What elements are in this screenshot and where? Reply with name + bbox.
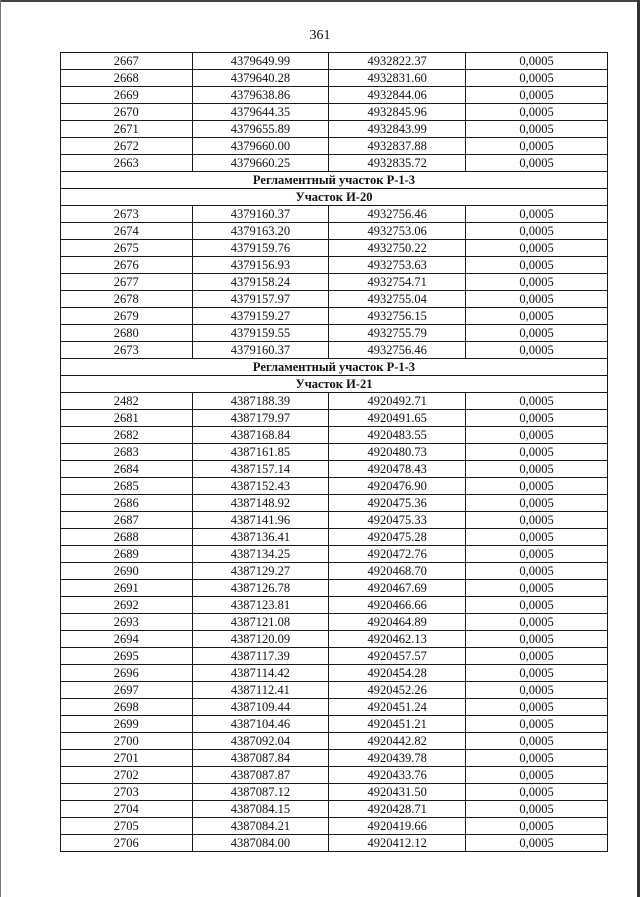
point-number-cell: 2672	[61, 138, 193, 155]
section-heading: Регламентный участок Р-1-3	[61, 172, 608, 189]
point-number-cell: 2670	[61, 104, 193, 121]
x-coordinate-cell: 4387121.08	[192, 614, 329, 631]
point-number-cell: 2697	[61, 682, 193, 699]
table-row	[61, 155, 608, 172]
y-coordinate-cell: 4920419.66	[329, 818, 466, 835]
point-number-cell: 2698	[61, 699, 193, 716]
point-number-cell: 2673	[61, 206, 193, 223]
y-coordinate-cell: 4932843.99	[329, 121, 466, 138]
table-row	[61, 70, 608, 87]
table-row	[61, 614, 608, 631]
area-cell: 0,0005	[466, 155, 608, 172]
point-number-cell: 2704	[61, 801, 193, 818]
y-coordinate-cell: 4920457.57	[329, 648, 466, 665]
y-coordinate-cell: 4920454.28	[329, 665, 466, 682]
x-coordinate-cell: 4379640.28	[192, 70, 329, 87]
y-coordinate-cell: 4920475.33	[329, 512, 466, 529]
table-row	[61, 733, 608, 750]
x-coordinate-cell: 4379160.37	[192, 342, 329, 359]
table-row	[61, 529, 608, 546]
y-coordinate-cell: 4920466.66	[329, 597, 466, 614]
table-row	[61, 121, 608, 138]
x-coordinate-cell: 4387084.15	[192, 801, 329, 818]
section-heading-row	[61, 172, 608, 189]
x-coordinate-cell: 4387112.41	[192, 682, 329, 699]
y-coordinate-cell: 4932831.60	[329, 70, 466, 87]
area-cell: 0,0005	[466, 257, 608, 274]
y-coordinate-cell: 4920475.36	[329, 495, 466, 512]
area-cell: 0,0005	[466, 512, 608, 529]
table-row	[61, 546, 608, 563]
point-number-cell: 2700	[61, 733, 193, 750]
x-coordinate-cell: 4387114.42	[192, 665, 329, 682]
table-row	[61, 444, 608, 461]
point-number-cell: 2706	[61, 835, 193, 852]
point-number-cell: 2667	[61, 53, 193, 70]
area-cell: 0,0005	[466, 767, 608, 784]
area-cell: 0,0005	[466, 393, 608, 410]
y-coordinate-cell: 4932753.06	[329, 223, 466, 240]
x-coordinate-cell: 4387134.25	[192, 546, 329, 563]
point-number-cell: 2680	[61, 325, 193, 342]
x-coordinate-cell: 4387087.87	[192, 767, 329, 784]
point-number-cell: 2702	[61, 767, 193, 784]
x-coordinate-cell: 4387136.41	[192, 529, 329, 546]
table-row	[61, 138, 608, 155]
point-number-cell: 2674	[61, 223, 193, 240]
scan-border-left	[0, 0, 1, 897]
x-coordinate-cell: 4387152.43	[192, 478, 329, 495]
table-row	[61, 512, 608, 529]
x-coordinate-cell: 4387084.00	[192, 835, 329, 852]
point-number-cell: 2686	[61, 495, 193, 512]
y-coordinate-cell: 4932844.06	[329, 87, 466, 104]
y-coordinate-cell: 4920475.28	[329, 529, 466, 546]
table-row	[61, 87, 608, 104]
area-cell: 0,0005	[466, 546, 608, 563]
y-coordinate-cell: 4932755.04	[329, 291, 466, 308]
point-number-cell: 2671	[61, 121, 193, 138]
table-row	[61, 563, 608, 580]
x-coordinate-cell: 4387104.46	[192, 716, 329, 733]
x-coordinate-cell: 4379156.93	[192, 257, 329, 274]
area-cell: 0,0005	[466, 87, 608, 104]
point-number-cell: 2690	[61, 563, 193, 580]
table-row	[61, 495, 608, 512]
table-row	[61, 257, 608, 274]
y-coordinate-cell: 4920452.26	[329, 682, 466, 699]
table-row	[61, 835, 608, 852]
y-coordinate-cell: 4920480.73	[329, 444, 466, 461]
x-coordinate-cell: 4387161.85	[192, 444, 329, 461]
table-row	[61, 767, 608, 784]
y-coordinate-cell: 4920476.90	[329, 478, 466, 495]
x-coordinate-cell: 4387179.97	[192, 410, 329, 427]
area-cell: 0,0005	[466, 342, 608, 359]
area-cell: 0,0005	[466, 444, 608, 461]
plot-heading-row	[61, 376, 608, 393]
y-coordinate-cell: 4920492.71	[329, 393, 466, 410]
area-cell: 0,0005	[466, 614, 608, 631]
point-number-cell: 2694	[61, 631, 193, 648]
y-coordinate-cell: 4920433.76	[329, 767, 466, 784]
table-row	[61, 53, 608, 70]
x-coordinate-cell: 4379159.76	[192, 240, 329, 257]
x-coordinate-cell: 4379660.25	[192, 155, 329, 172]
point-number-cell: 2691	[61, 580, 193, 597]
point-number-cell: 2695	[61, 648, 193, 665]
point-number-cell: 2687	[61, 512, 193, 529]
area-cell: 0,0005	[466, 563, 608, 580]
area-cell: 0,0005	[466, 138, 608, 155]
point-number-cell: 2677	[61, 274, 193, 291]
area-cell: 0,0005	[466, 631, 608, 648]
table-row	[61, 274, 608, 291]
table-row	[61, 342, 608, 359]
table-row	[61, 308, 608, 325]
table-row	[61, 699, 608, 716]
x-coordinate-cell: 4387087.84	[192, 750, 329, 767]
y-coordinate-cell: 4932753.63	[329, 257, 466, 274]
x-coordinate-cell: 4387141.96	[192, 512, 329, 529]
area-cell: 0,0005	[466, 784, 608, 801]
y-coordinate-cell: 4932750.22	[329, 240, 466, 257]
x-coordinate-cell: 4379644.35	[192, 104, 329, 121]
y-coordinate-cell: 4920491.65	[329, 410, 466, 427]
area-cell: 0,0005	[466, 580, 608, 597]
table-row	[61, 818, 608, 835]
table-row	[61, 325, 608, 342]
point-number-cell: 2482	[61, 393, 193, 410]
area-cell: 0,0005	[466, 801, 608, 818]
area-cell: 0,0005	[466, 682, 608, 699]
point-number-cell: 2685	[61, 478, 193, 495]
area-cell: 0,0005	[466, 733, 608, 750]
y-coordinate-cell: 4932822.37	[329, 53, 466, 70]
area-cell: 0,0005	[466, 529, 608, 546]
table-row	[61, 104, 608, 121]
y-coordinate-cell: 4920428.71	[329, 801, 466, 818]
area-cell: 0,0005	[466, 648, 608, 665]
table-row	[61, 631, 608, 648]
point-number-cell: 2675	[61, 240, 193, 257]
page-number: 361	[309, 28, 331, 43]
table-row	[61, 682, 608, 699]
y-coordinate-cell: 4932755.79	[329, 325, 466, 342]
area-cell: 0,0005	[466, 461, 608, 478]
y-coordinate-cell: 4920442.82	[329, 733, 466, 750]
y-coordinate-cell: 4920472.76	[329, 546, 466, 563]
point-number-cell: 2681	[61, 410, 193, 427]
area-cell: 0,0005	[466, 478, 608, 495]
area-cell: 0,0005	[466, 291, 608, 308]
table-row	[61, 393, 608, 410]
area-cell: 0,0005	[466, 665, 608, 682]
table-row	[61, 597, 608, 614]
y-coordinate-cell: 4920483.55	[329, 427, 466, 444]
area-cell: 0,0005	[466, 410, 608, 427]
x-coordinate-cell: 4379159.27	[192, 308, 329, 325]
y-coordinate-cell: 4932837.88	[329, 138, 466, 155]
x-coordinate-cell: 4379655.89	[192, 121, 329, 138]
x-coordinate-cell: 4387087.12	[192, 784, 329, 801]
table-row	[61, 240, 608, 257]
y-coordinate-cell: 4920478.43	[329, 461, 466, 478]
table-row	[61, 580, 608, 597]
point-number-cell: 2669	[61, 87, 193, 104]
x-coordinate-cell: 4379160.37	[192, 206, 329, 223]
y-coordinate-cell: 4920467.69	[329, 580, 466, 597]
plot-heading-row	[61, 189, 608, 206]
point-number-cell: 2684	[61, 461, 193, 478]
x-coordinate-cell: 4379157.97	[192, 291, 329, 308]
point-number-cell: 2663	[61, 155, 193, 172]
table-row	[61, 461, 608, 478]
plot-heading: Участок И-21	[61, 376, 608, 393]
table-row	[61, 206, 608, 223]
area-cell: 0,0005	[466, 597, 608, 614]
point-number-cell: 2688	[61, 529, 193, 546]
x-coordinate-cell: 4387157.14	[192, 461, 329, 478]
point-number-cell: 2678	[61, 291, 193, 308]
table-row	[61, 478, 608, 495]
y-coordinate-cell: 4932835.72	[329, 155, 466, 172]
area-cell: 0,0005	[466, 699, 608, 716]
x-coordinate-cell: 4387084.21	[192, 818, 329, 835]
y-coordinate-cell: 4932756.46	[329, 206, 466, 223]
area-cell: 0,0005	[466, 427, 608, 444]
x-coordinate-cell: 4387188.39	[192, 393, 329, 410]
y-coordinate-cell: 4920412.12	[329, 835, 466, 852]
x-coordinate-cell: 4379159.55	[192, 325, 329, 342]
point-number-cell: 2673	[61, 342, 193, 359]
x-coordinate-cell: 4379163.20	[192, 223, 329, 240]
point-number-cell: 2668	[61, 70, 193, 87]
scan-border-top	[0, 0, 640, 2]
area-cell: 0,0005	[466, 750, 608, 767]
point-number-cell: 2696	[61, 665, 193, 682]
point-number-cell: 2705	[61, 818, 193, 835]
x-coordinate-cell: 4379638.86	[192, 87, 329, 104]
x-coordinate-cell: 4387092.04	[192, 733, 329, 750]
table-row	[61, 801, 608, 818]
x-coordinate-cell: 4387109.44	[192, 699, 329, 716]
y-coordinate-cell: 4932756.46	[329, 342, 466, 359]
point-number-cell: 2703	[61, 784, 193, 801]
plot-heading: Участок И-20	[61, 189, 608, 206]
x-coordinate-cell: 4387168.84	[192, 427, 329, 444]
table-row	[61, 750, 608, 767]
section-heading: Регламентный участок Р-1-3	[61, 359, 608, 376]
area-cell: 0,0005	[466, 53, 608, 70]
y-coordinate-cell: 4920462.13	[329, 631, 466, 648]
area-cell: 0,0005	[466, 206, 608, 223]
table-row	[61, 648, 608, 665]
x-coordinate-cell: 4387123.81	[192, 597, 329, 614]
table-row	[61, 716, 608, 733]
section-heading-row	[61, 359, 608, 376]
area-cell: 0,0005	[466, 325, 608, 342]
table-row	[61, 665, 608, 682]
coordinates-table	[60, 52, 608, 852]
table-row	[61, 223, 608, 240]
x-coordinate-cell: 4379660.00	[192, 138, 329, 155]
point-number-cell: 2692	[61, 597, 193, 614]
point-number-cell: 2699	[61, 716, 193, 733]
x-coordinate-cell: 4387148.92	[192, 495, 329, 512]
x-coordinate-cell: 4387126.78	[192, 580, 329, 597]
area-cell: 0,0005	[466, 835, 608, 852]
y-coordinate-cell: 4920464.89	[329, 614, 466, 631]
table-row	[61, 427, 608, 444]
area-cell: 0,0005	[466, 308, 608, 325]
y-coordinate-cell: 4920439.78	[329, 750, 466, 767]
point-number-cell: 2693	[61, 614, 193, 631]
coordinates-table-body	[61, 53, 608, 852]
table-row	[61, 784, 608, 801]
area-cell: 0,0005	[466, 240, 608, 257]
point-number-cell: 2676	[61, 257, 193, 274]
x-coordinate-cell: 4387120.09	[192, 631, 329, 648]
x-coordinate-cell: 4379649.99	[192, 53, 329, 70]
area-cell: 0,0005	[466, 121, 608, 138]
y-coordinate-cell: 4920451.24	[329, 699, 466, 716]
point-number-cell: 2701	[61, 750, 193, 767]
point-number-cell: 2683	[61, 444, 193, 461]
x-coordinate-cell: 4387117.39	[192, 648, 329, 665]
y-coordinate-cell: 4920468.70	[329, 563, 466, 580]
area-cell: 0,0005	[466, 70, 608, 87]
area-cell: 0,0005	[466, 716, 608, 733]
area-cell: 0,0005	[466, 104, 608, 121]
y-coordinate-cell: 4932754.71	[329, 274, 466, 291]
table-row	[61, 291, 608, 308]
area-cell: 0,0005	[466, 274, 608, 291]
x-coordinate-cell: 4387129.27	[192, 563, 329, 580]
area-cell: 0,0005	[466, 495, 608, 512]
x-coordinate-cell: 4379158.24	[192, 274, 329, 291]
y-coordinate-cell: 4920431.50	[329, 784, 466, 801]
y-coordinate-cell: 4920451.21	[329, 716, 466, 733]
point-number-cell: 2679	[61, 308, 193, 325]
y-coordinate-cell: 4932845.96	[329, 104, 466, 121]
point-number-cell: 2689	[61, 546, 193, 563]
area-cell: 0,0005	[466, 223, 608, 240]
table-row	[61, 410, 608, 427]
y-coordinate-cell: 4932756.15	[329, 308, 466, 325]
area-cell: 0,0005	[466, 818, 608, 835]
point-number-cell: 2682	[61, 427, 193, 444]
